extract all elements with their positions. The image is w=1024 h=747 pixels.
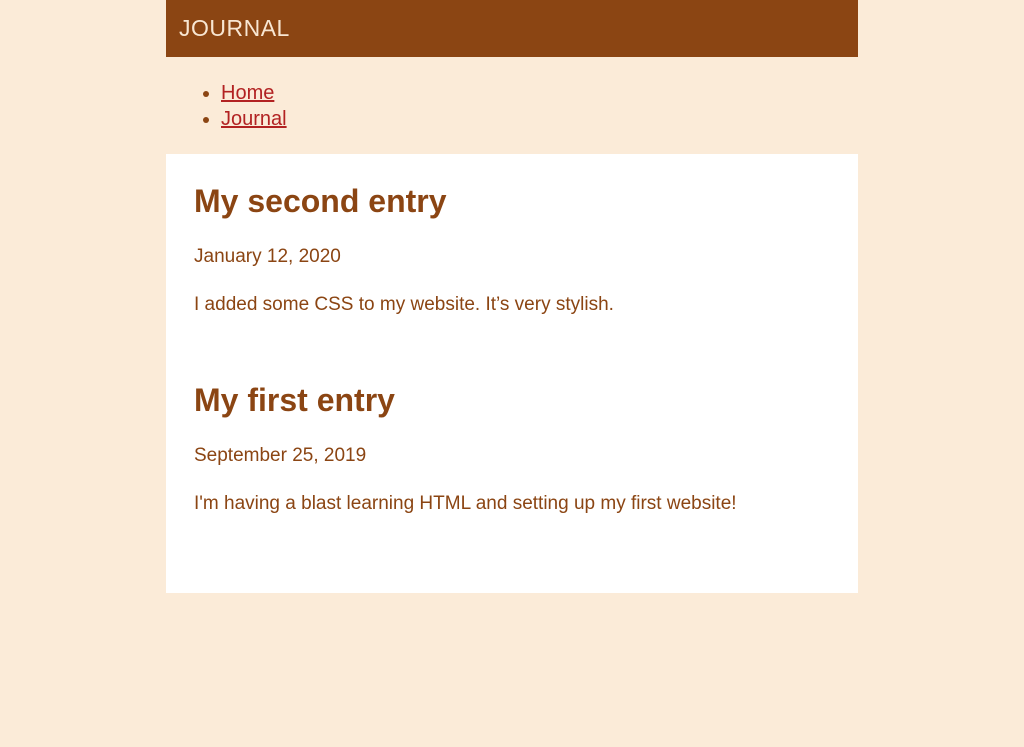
- nav-link-journal[interactable]: Journal: [221, 108, 287, 130]
- page-container: [166, 0, 858, 593]
- entry-title: My first entry: [194, 382, 395, 418]
- site-header: [166, 0, 858, 57]
- nav-item-journal: [221, 106, 858, 132]
- nav-item-home: [221, 80, 858, 106]
- entry-date: January 12, 2020: [194, 246, 341, 267]
- nav-list: [166, 80, 858, 132]
- nav-link-home[interactable]: Home: [221, 82, 275, 104]
- entry-body: I'm having a blast learning HTML and setting up my first website!: [194, 493, 737, 514]
- journal-entry: [194, 181, 830, 317]
- main-nav: [166, 57, 858, 154]
- journal-content: [166, 154, 858, 593]
- entry-body: I added some CSS to my website. It’s very stylish.: [194, 294, 614, 315]
- site-title: JOURNAL: [179, 15, 290, 41]
- journal-entry: [194, 380, 830, 516]
- entry-date: September 25, 2019: [194, 445, 367, 466]
- entry-title: My second entry: [194, 183, 447, 219]
